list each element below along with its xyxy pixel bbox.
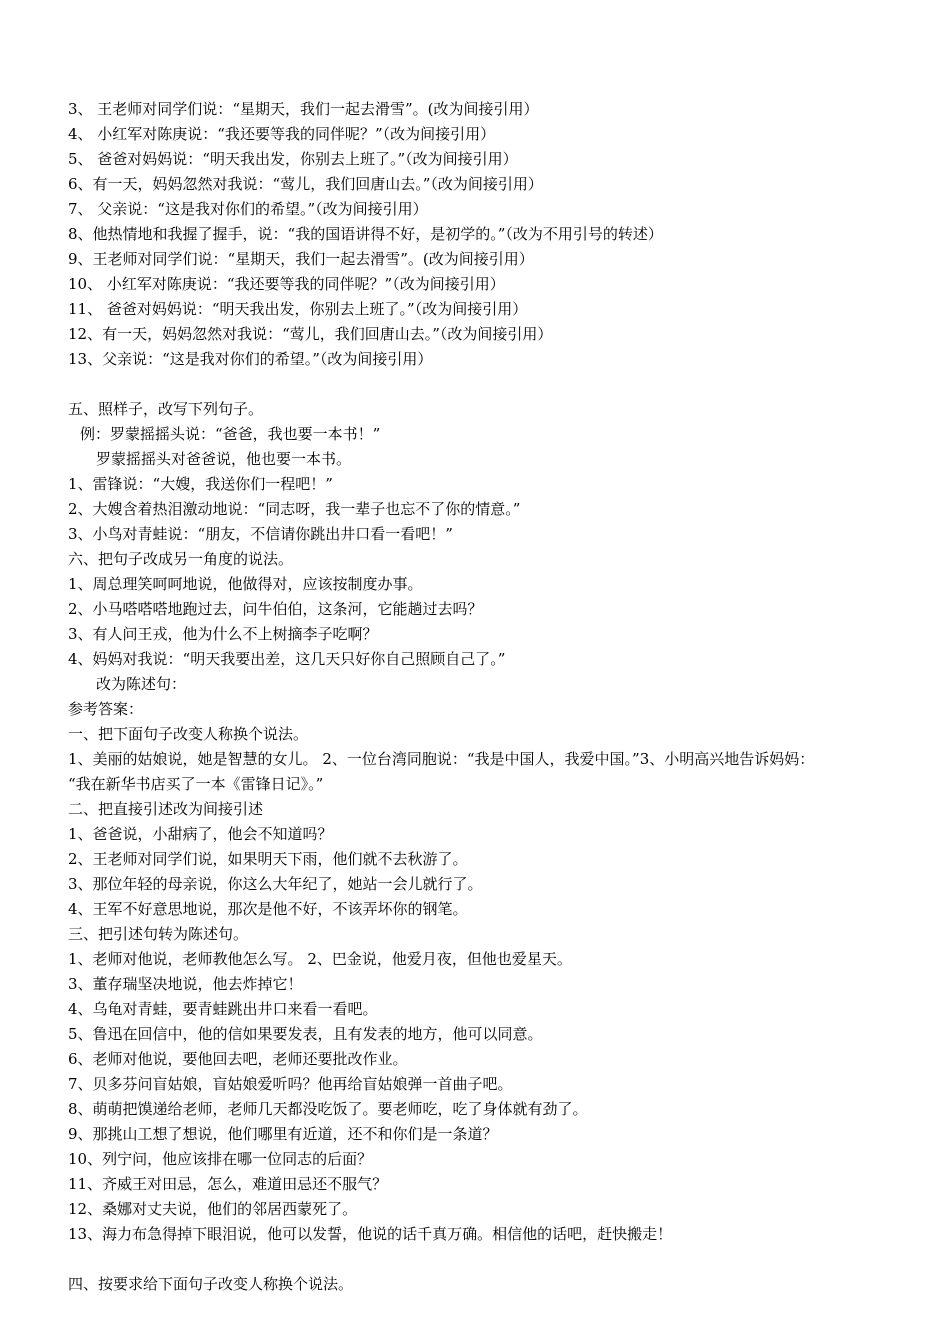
section-title: 一、把下面句子改变人称换个说法。 bbox=[68, 725, 309, 743]
answer-item: 4、王军不好意思地说，那次是他不好，不该弄坏你的钢笔。 bbox=[68, 900, 468, 918]
answer-item: 7、贝多芬问盲姑娘，盲姑娘爱听吗？他再给盲姑娘弹一首曲子吧。 bbox=[68, 1075, 513, 1093]
instruction-note: 改为陈述句： bbox=[96, 675, 187, 693]
exercise-item: 10、 小红军对陈庚说：“我还要等我的同伴呢？”（改为间接引用） bbox=[68, 275, 505, 293]
answers-title: 参考答案： bbox=[68, 700, 144, 718]
answer-item bbox=[68, 1247, 930, 1272]
exercise-item: 1、雷锋说：“大嫂，我送你们一程吧！” bbox=[68, 475, 333, 493]
answer-item: 4、乌龟对青蛙，要青蛙跳出井口来看一看吧。 bbox=[68, 1000, 378, 1018]
section-title: 五、照样子，改写下列句子。 bbox=[68, 400, 264, 418]
answer-item: 3、那位年轻的母亲说，你这么大年纪了，她站一会儿就行了。 bbox=[68, 875, 483, 893]
answer-item: 6、老师对他说，要他回去吧，老师还要批改作业。 bbox=[68, 1050, 408, 1068]
answer-item: 12、桑娜对丈夫说，他们的邻居西蒙死了。 bbox=[68, 1200, 358, 1218]
section-title: 六、把句子改成另一角度的说法。 bbox=[68, 550, 294, 568]
answer-item: 1、爸爸说，小甜病了，他会不知道吗？ bbox=[68, 825, 333, 843]
exercise-item: 4、 小红军对陈庚说：“我还要等我的同伴呢？”（改为间接引用） bbox=[68, 125, 496, 143]
answer-item: 9、那挑山工想了想说，他们哪里有近道，还不和你们是一条道？ bbox=[68, 1125, 498, 1143]
exercise-item: 2、小马嗒嗒嗒地跑过去，问牛伯伯，这条河，它能趟过去吗？ bbox=[68, 600, 483, 618]
exercise-item: 4、妈妈对我说：“明天我要出差，这几天只好你自己照顾自己了。” bbox=[68, 650, 506, 668]
answer-item: 8、萌萌把馍递给老师，老师几天都没吃饭了。要老师吃，吃了身体就有劲了。 bbox=[68, 1100, 588, 1118]
exercise-item: 3、有人问王戎，他为什么不上树摘李子吃啊？ bbox=[68, 625, 378, 643]
section-title: 二、把直接引述改为间接引述 bbox=[68, 800, 264, 818]
exercise-item: 5、 爸爸对妈妈说：“明天我出发，你别去上班了。”（改为间接引用） bbox=[68, 150, 518, 168]
exercise-item: 3、 王老师对同学们说：“星期天，我们一起去滑雪”。(改为间接引用） bbox=[68, 100, 539, 118]
exercise-item: 8、他热情地和我握了握手，说：“我的国语讲得不好，是初学的。”（改为不用引号的转述） bbox=[68, 225, 663, 243]
section-title: 三、把引述句转为陈述句。 bbox=[68, 925, 249, 943]
answer-item: 3、董存瑞坚决地说，他去炸掉它！ bbox=[68, 975, 303, 993]
exercise-item: 13、父亲说：“这是我对你们的希望。”（改为间接引用） bbox=[68, 350, 433, 368]
exercise-item: 9、王老师对同学们说：“星期天，我们一起去滑雪”。(改为间接引用） bbox=[68, 250, 534, 268]
answer-item: 1、美丽的姑娘说，她是智慧的女儿。 2、一位台湾同胞说：“我是中国人，我爱中国。”3、小明高兴地告诉妈妈： bbox=[68, 750, 815, 768]
exercise-item: 12、有一天，妈妈忽然对我说：“莺儿，我们回唐山去。”（改为间接引用） bbox=[68, 325, 553, 343]
answer-item: 1、老师对他说，老师教他怎么写。 2、巴金说，他爱月夜，但他也爱星天。 bbox=[68, 950, 572, 968]
exercise-item: 1、周总理笑呵呵地说，他做得对，应该按制度办事。 bbox=[68, 575, 423, 593]
section-title: 四、按要求给下面句子改变人称换个说法。 bbox=[68, 1275, 354, 1293]
example-answer: 罗蒙摇摇头对爸爸说，他也要一本书。 bbox=[96, 450, 352, 468]
answer-item: 13、海力布急得掉下眼泪说，他可以发誓，他说的话千真万确。相信他的话吧，赶快搬走！ bbox=[68, 1225, 673, 1243]
answer-item: “我在新华书店买了一本《雷锋日记》。” bbox=[68, 775, 324, 793]
answer-item: 5、鲁迅在回信中，他的信如果要发表，且有发表的地方，他可以同意。 bbox=[68, 1025, 543, 1043]
example-question: 例：罗蒙摇摇头说：“爸爸，我也要一本书！” bbox=[80, 425, 381, 443]
answer-item: 2、王老师对同学们说，如果明天下雨，他们就不去秋游了。 bbox=[68, 850, 468, 868]
answer-item: 11、齐威王对田忌，怎么，难道田忌还不服气？ bbox=[68, 1175, 388, 1193]
exercise-item: 6、有一天，妈妈忽然对我说：“莺儿，我们回唐山去。”（改为间接引用） bbox=[68, 175, 543, 193]
answer-item: 10、列宁问，他应该排在哪一位同志的后面？ bbox=[68, 1150, 373, 1168]
exercise-item: 11、 爸爸对妈妈说：“明天我出发，你别去上班了。”（改为间接引用） bbox=[68, 300, 528, 318]
exercise-item: 3、小鸟对青蛙说：“朋友，不信请你跳出井口看一看吧！” bbox=[68, 525, 453, 543]
exercise-item: 2、大嫂含着热泪激动地说：“同志呀，我一辈子也忘不了你的情意。” bbox=[68, 500, 521, 518]
exercise-item: 7、 父亲说：“这是我对你们的希望。”（改为间接引用） bbox=[68, 200, 428, 218]
